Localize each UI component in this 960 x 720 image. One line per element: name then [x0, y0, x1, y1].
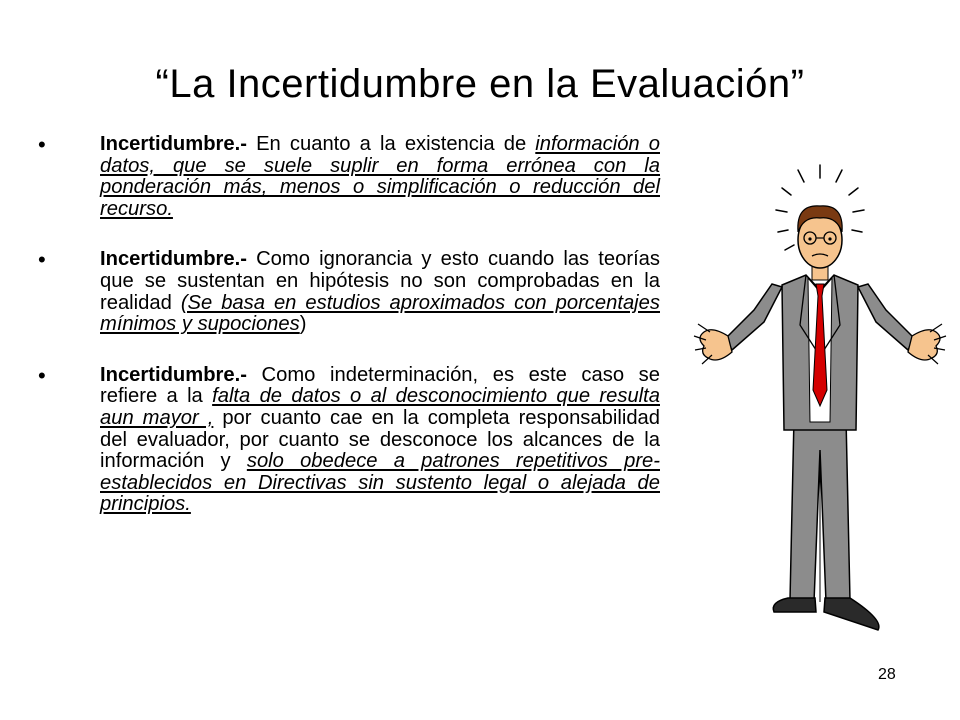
bullet-item — [38, 362, 660, 516]
bullet-body: Como indeterminación, es este caso se refiere a la — [100, 363, 660, 408]
bullet-text — [100, 365, 660, 516]
bullet-emphasis-2: solo obedece a patrones repetitivos pre- establecidos en Directivas sin sustento legal o alejada de principios. — [100, 450, 660, 516]
slide-title: “La Incertidumbre en la Evaluación” — [155, 62, 805, 106]
bullet-item — [38, 134, 660, 220]
bullet-dot-icon: • — [38, 247, 46, 273]
bullet-dot-icon: • — [38, 132, 46, 157]
bullet-item — [38, 249, 660, 335]
page-number: 28 — [878, 666, 896, 683]
bullet-emphasis: falta de datos o al desconocimiento que resulta aun mayor , — [100, 385, 660, 429]
bullet-term: Incertidumbre.- — [100, 248, 247, 271]
bullet-body: Como ignorancia y esto cuando las teorías que se sustentan en hipótesis no son comprobadas en la realidad — [100, 248, 660, 314]
bullet-term: Incertidumbre.- — [100, 363, 247, 386]
bullet-body-middle: por cuanto cae en la completa responsabilidad del evaluador, por cuanto se desconoce los alcances de la información y — [100, 406, 660, 473]
bullet-list — [38, 134, 660, 545]
bullet-emphasis: (Se basa en estudios aproximados con porcentajes mínimos y supociones — [100, 291, 660, 336]
bullet-body: En cuanto a la existencia de — [246, 133, 536, 155]
confused-businessman-shrugging-icon — [690, 150, 950, 650]
bullet-body-end: ) — [299, 313, 307, 336]
bullet-emphasis: información o datos, que se suele suplir en forma errónea con la ponderación más, menos o simplificación o reducción del recurso. — [100, 133, 660, 220]
bullet-text — [100, 134, 660, 220]
bullet-term: Incertidumbre.- — [100, 133, 247, 155]
bullet-text — [100, 249, 660, 335]
bullet-dot-icon: • — [38, 362, 46, 388]
